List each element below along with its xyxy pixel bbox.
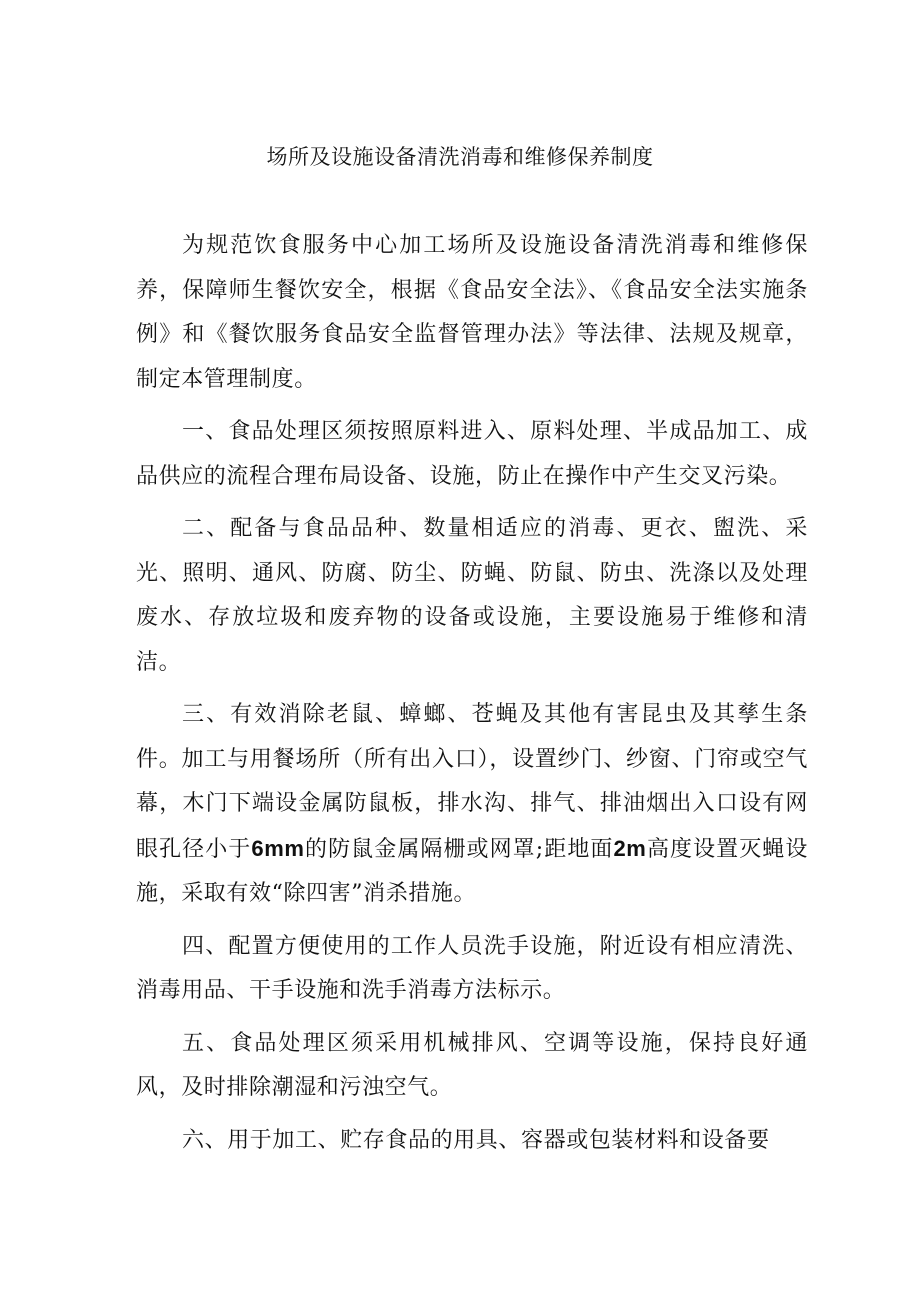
paragraph-item-3-part-2: 的防鼠金属隔栅或网罩;距地面 [304,836,614,862]
paragraph-item-3-part-1: 三、有效消除老鼠、蟑螂、苍蝇及其他有害昆虫及其孳生条件。加工与用餐场所（所有出入口），设置纱门、纱窗、门帘或空气幕，木门下端设金属防鼠板，排水沟、排气、排油烟出入口设有网眼孔径小于 [136,702,808,862]
document-title: 场所及设施设备清洗消毒和维修保养制度 [266,145,654,169]
document-body [136,224,808,1171]
paragraph-item-3-part-3: 高度设置灭蝇设施，采取有效“除四害”消杀措施。 [136,836,808,906]
paragraph-item-6: 六、用于加工、贮存食品的用具、容器或包装材料和设备要 [182,1127,770,1153]
paragraph-item-5: 五、食品处理区须采用机械排风、空调等设施，保持良好通风，及时排除潮湿和污浊空气。 [136,1030,808,1100]
paragraph-item-1: 一、食品处理区须按照原料进入、原料处理、半成品加工、成品供应的流程合理布局设备、设施，防止在操作中产生交叉污染。 [136,419,808,489]
paragraph-item-2: 二、配备与食品品种、数量相适应的消毒、更衣、盥洗、采光、照明、通风、防腐、防尘、防蝇、防鼠、防虫、洗涤以及处理废水、存放垃圾和废弃物的设备或设施，主要设施易于维修和清洁。 [136,516,808,675]
height-value: 2m [613,835,647,861]
paragraph-item-3 [136,693,808,917]
paragraph-intro: 为规范饮食服务中心加工场所及设施设备清洗消毒和维修保养，保障师生餐饮安全，根据《食品安全法》、《食品安全法实施条例》和《餐饮服务食品安全监督管理办法》等法律、法规及规章，制定本管理制度。 [136,233,808,392]
mesh-size-value: 6mm [251,835,305,861]
paragraph-item-4: 四、配置方便使用的工作人员洗手设施，附近设有相应清洗、消毒用品、干手设施和洗手消毒方法标示。 [136,933,808,1003]
